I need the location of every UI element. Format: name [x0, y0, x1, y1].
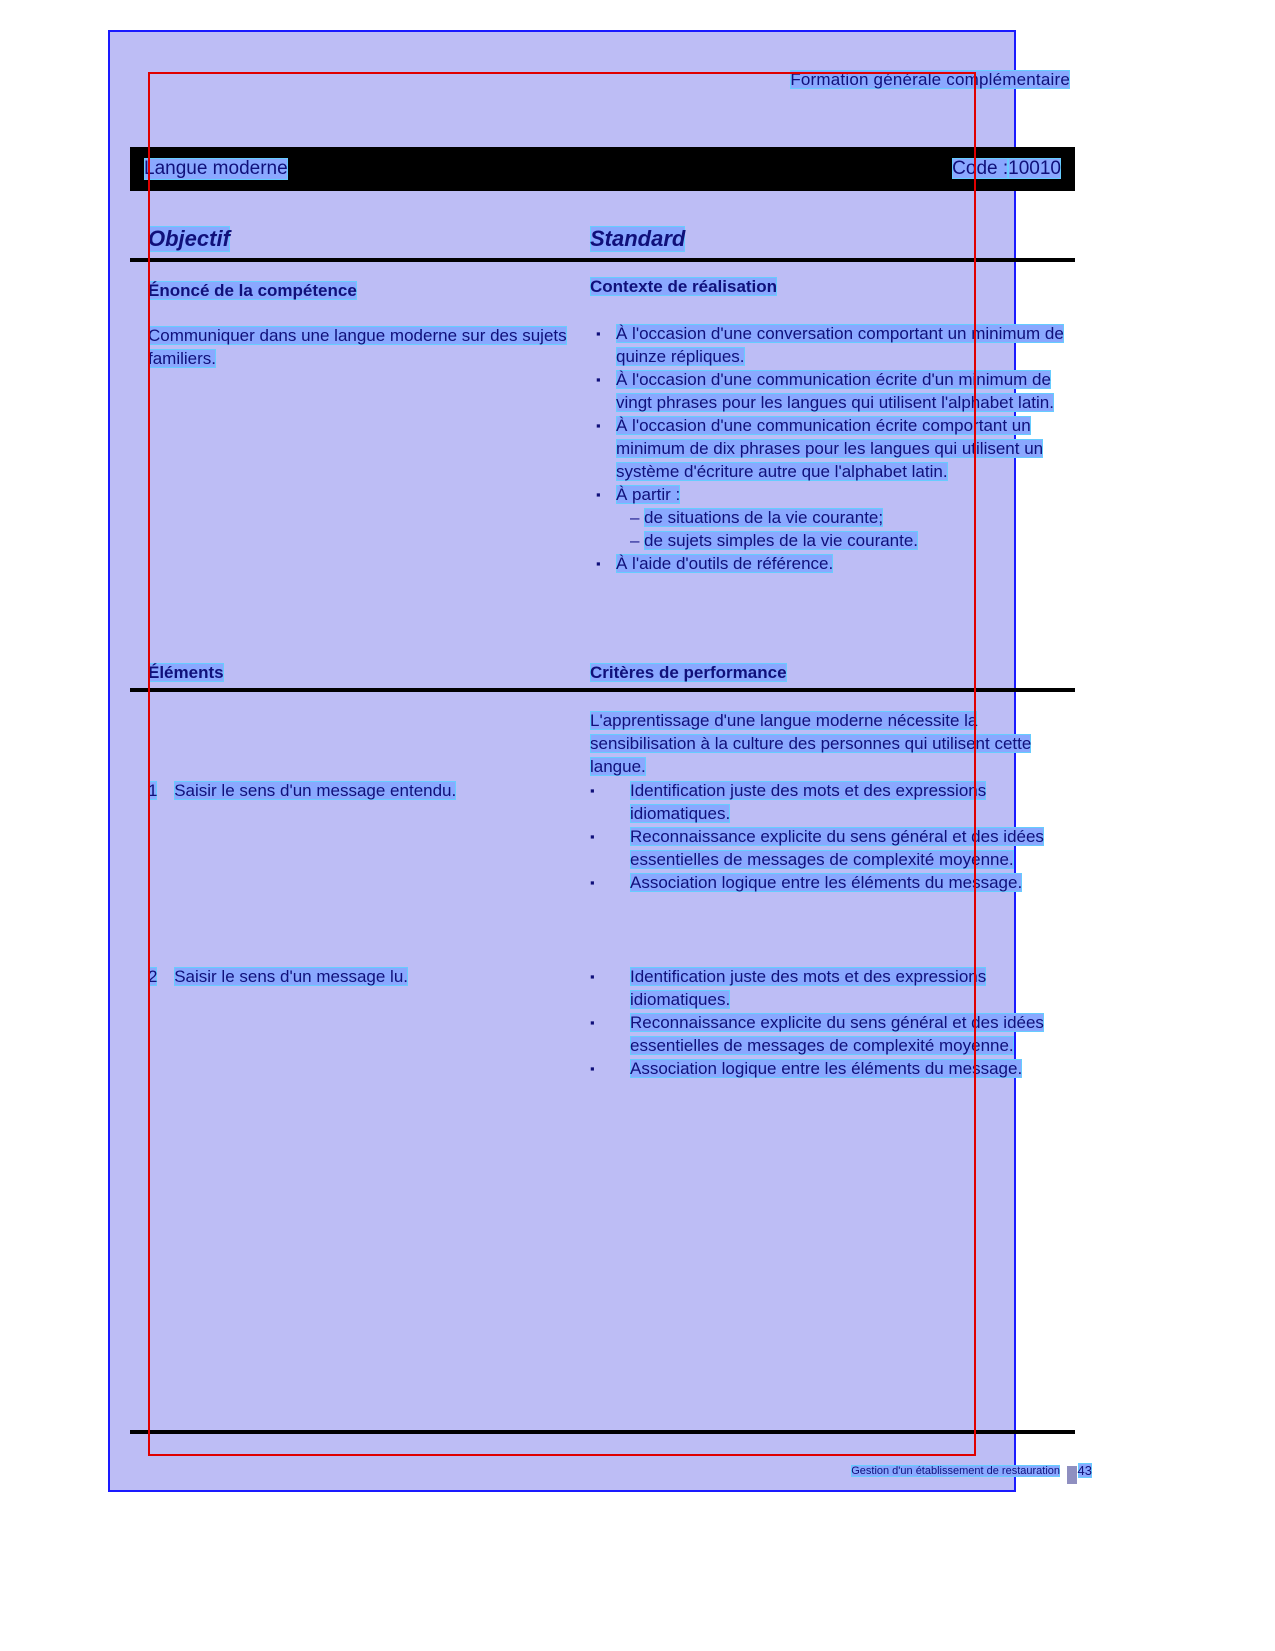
- heading-objectif: Objectif: [148, 226, 230, 251]
- list-item: [630, 506, 1076, 529]
- footer-rule: [130, 1430, 1075, 1434]
- list-item: [590, 368, 1076, 414]
- list-item-text: de sujets simples de la vie courante.: [644, 531, 919, 550]
- footer-page-number-text: 43: [1077, 1463, 1092, 1478]
- document-header-text: Formation générale complémentaire: [790, 70, 1070, 89]
- criteres-intro-text: L'apprentissage d'une langue moderne nécessite la sensibilisation à la culture des personnes qui utilisent cette langue.: [590, 711, 1032, 776]
- list-item-text: Reconnaissance explicite du sens général et des idées essentielles de messages de complexité moyenne.: [630, 827, 1044, 869]
- course-code-label: Code :: [952, 158, 1009, 179]
- list-item-text: À l'occasion d'une communication écrite d'un minimum de vingt phrases pour les langues qui utilisent l'alphabet latin.: [616, 370, 1054, 412]
- course-code: [952, 158, 1061, 180]
- element-row-1: [148, 779, 578, 802]
- contexte-sub-list: [616, 506, 1076, 552]
- course-title: Langue moderne: [144, 158, 288, 179]
- heading-contexte-realisation: [590, 277, 777, 297]
- criteria-bullets-2: [590, 965, 1076, 1080]
- element-text-1: Saisir le sens d'un message entendu.: [174, 781, 457, 800]
- list-item: [630, 529, 1076, 552]
- heading-contexte-realisation-text: Contexte de réalisation: [590, 277, 778, 296]
- footer-program-text: Gestion d'un établissement de restauration: [851, 1465, 1060, 1477]
- list-item: [590, 1011, 1076, 1057]
- contexte-bullet-list: [590, 322, 1076, 575]
- heading-criteres-performance-text: Critères de performance: [590, 663, 787, 682]
- list-item: [590, 414, 1076, 483]
- element-number-2: 2: [148, 967, 158, 986]
- list-item-text: Identification juste des mots et des expressions idiomatiques.: [630, 967, 987, 1009]
- list-item-text: À l'aide d'outils de référence.: [616, 554, 834, 573]
- list-item-text: Association logique entre les éléments du message.: [630, 873, 1023, 892]
- list-item: [590, 825, 1076, 871]
- list-item: [590, 322, 1076, 368]
- list-item-text: Reconnaissance explicite du sens général et des idées essentielles de messages de complexité moyenne.: [630, 1013, 1044, 1055]
- footer-marker: [1067, 1466, 1077, 1484]
- contexte-realisation-list: [590, 322, 1076, 575]
- list-item: [590, 483, 1076, 552]
- list-item-text: À l'occasion d'une communication écrite comportant un minimum de dix phrases pour les langues qui utilisent un système d'écriture autre que l'alphabet latin.: [616, 416, 1044, 481]
- heading-enonce-competence-text: Énoncé de la compétence: [148, 281, 357, 300]
- list-item-text: de situations de la vie courante;: [644, 508, 884, 527]
- criteres-intro: [590, 709, 1060, 778]
- footer-page-number: [1078, 1463, 1092, 1478]
- enonce-competence-body: [148, 324, 568, 370]
- rule-under-elements: [130, 688, 1075, 692]
- criteria-list-2: [590, 965, 1076, 1080]
- rule-under-headings: [130, 258, 1075, 262]
- footer-program-name: [851, 1465, 1060, 1477]
- heading-elements-text: Éléments: [148, 663, 224, 682]
- list-item: [590, 552, 1076, 575]
- element-row-2: [148, 965, 578, 988]
- list-item: [590, 871, 1076, 894]
- heading-standard: Standard: [590, 226, 686, 251]
- element-text-2: Saisir le sens d'un message lu.: [174, 967, 409, 986]
- element-number-1: 1: [148, 781, 158, 800]
- list-item: [590, 965, 1076, 1011]
- heading-elements: [148, 663, 224, 683]
- list-item-text: Association logique entre les éléments du message.: [630, 1059, 1023, 1078]
- list-item-text: À partir :: [616, 485, 681, 504]
- list-item-text: Identification juste des mots et des expressions idiomatiques.: [630, 781, 987, 823]
- list-item: [590, 1057, 1076, 1080]
- list-item: [590, 779, 1076, 825]
- criteria-bullets-1: [590, 779, 1076, 894]
- course-code-value: 10010: [1008, 158, 1061, 179]
- title-band: [130, 147, 1075, 191]
- heading-enonce-competence: [148, 281, 357, 301]
- list-item-text: À l'occasion d'une conversation comportant un minimum de quinze répliques.: [616, 324, 1064, 366]
- document-header: [790, 70, 1070, 90]
- enonce-competence-text: Communiquer dans une langue moderne sur des sujets familiers.: [148, 326, 567, 368]
- criteria-list-1: [590, 779, 1076, 894]
- heading-criteres-performance: [590, 663, 787, 683]
- column-headings: [148, 226, 1076, 256]
